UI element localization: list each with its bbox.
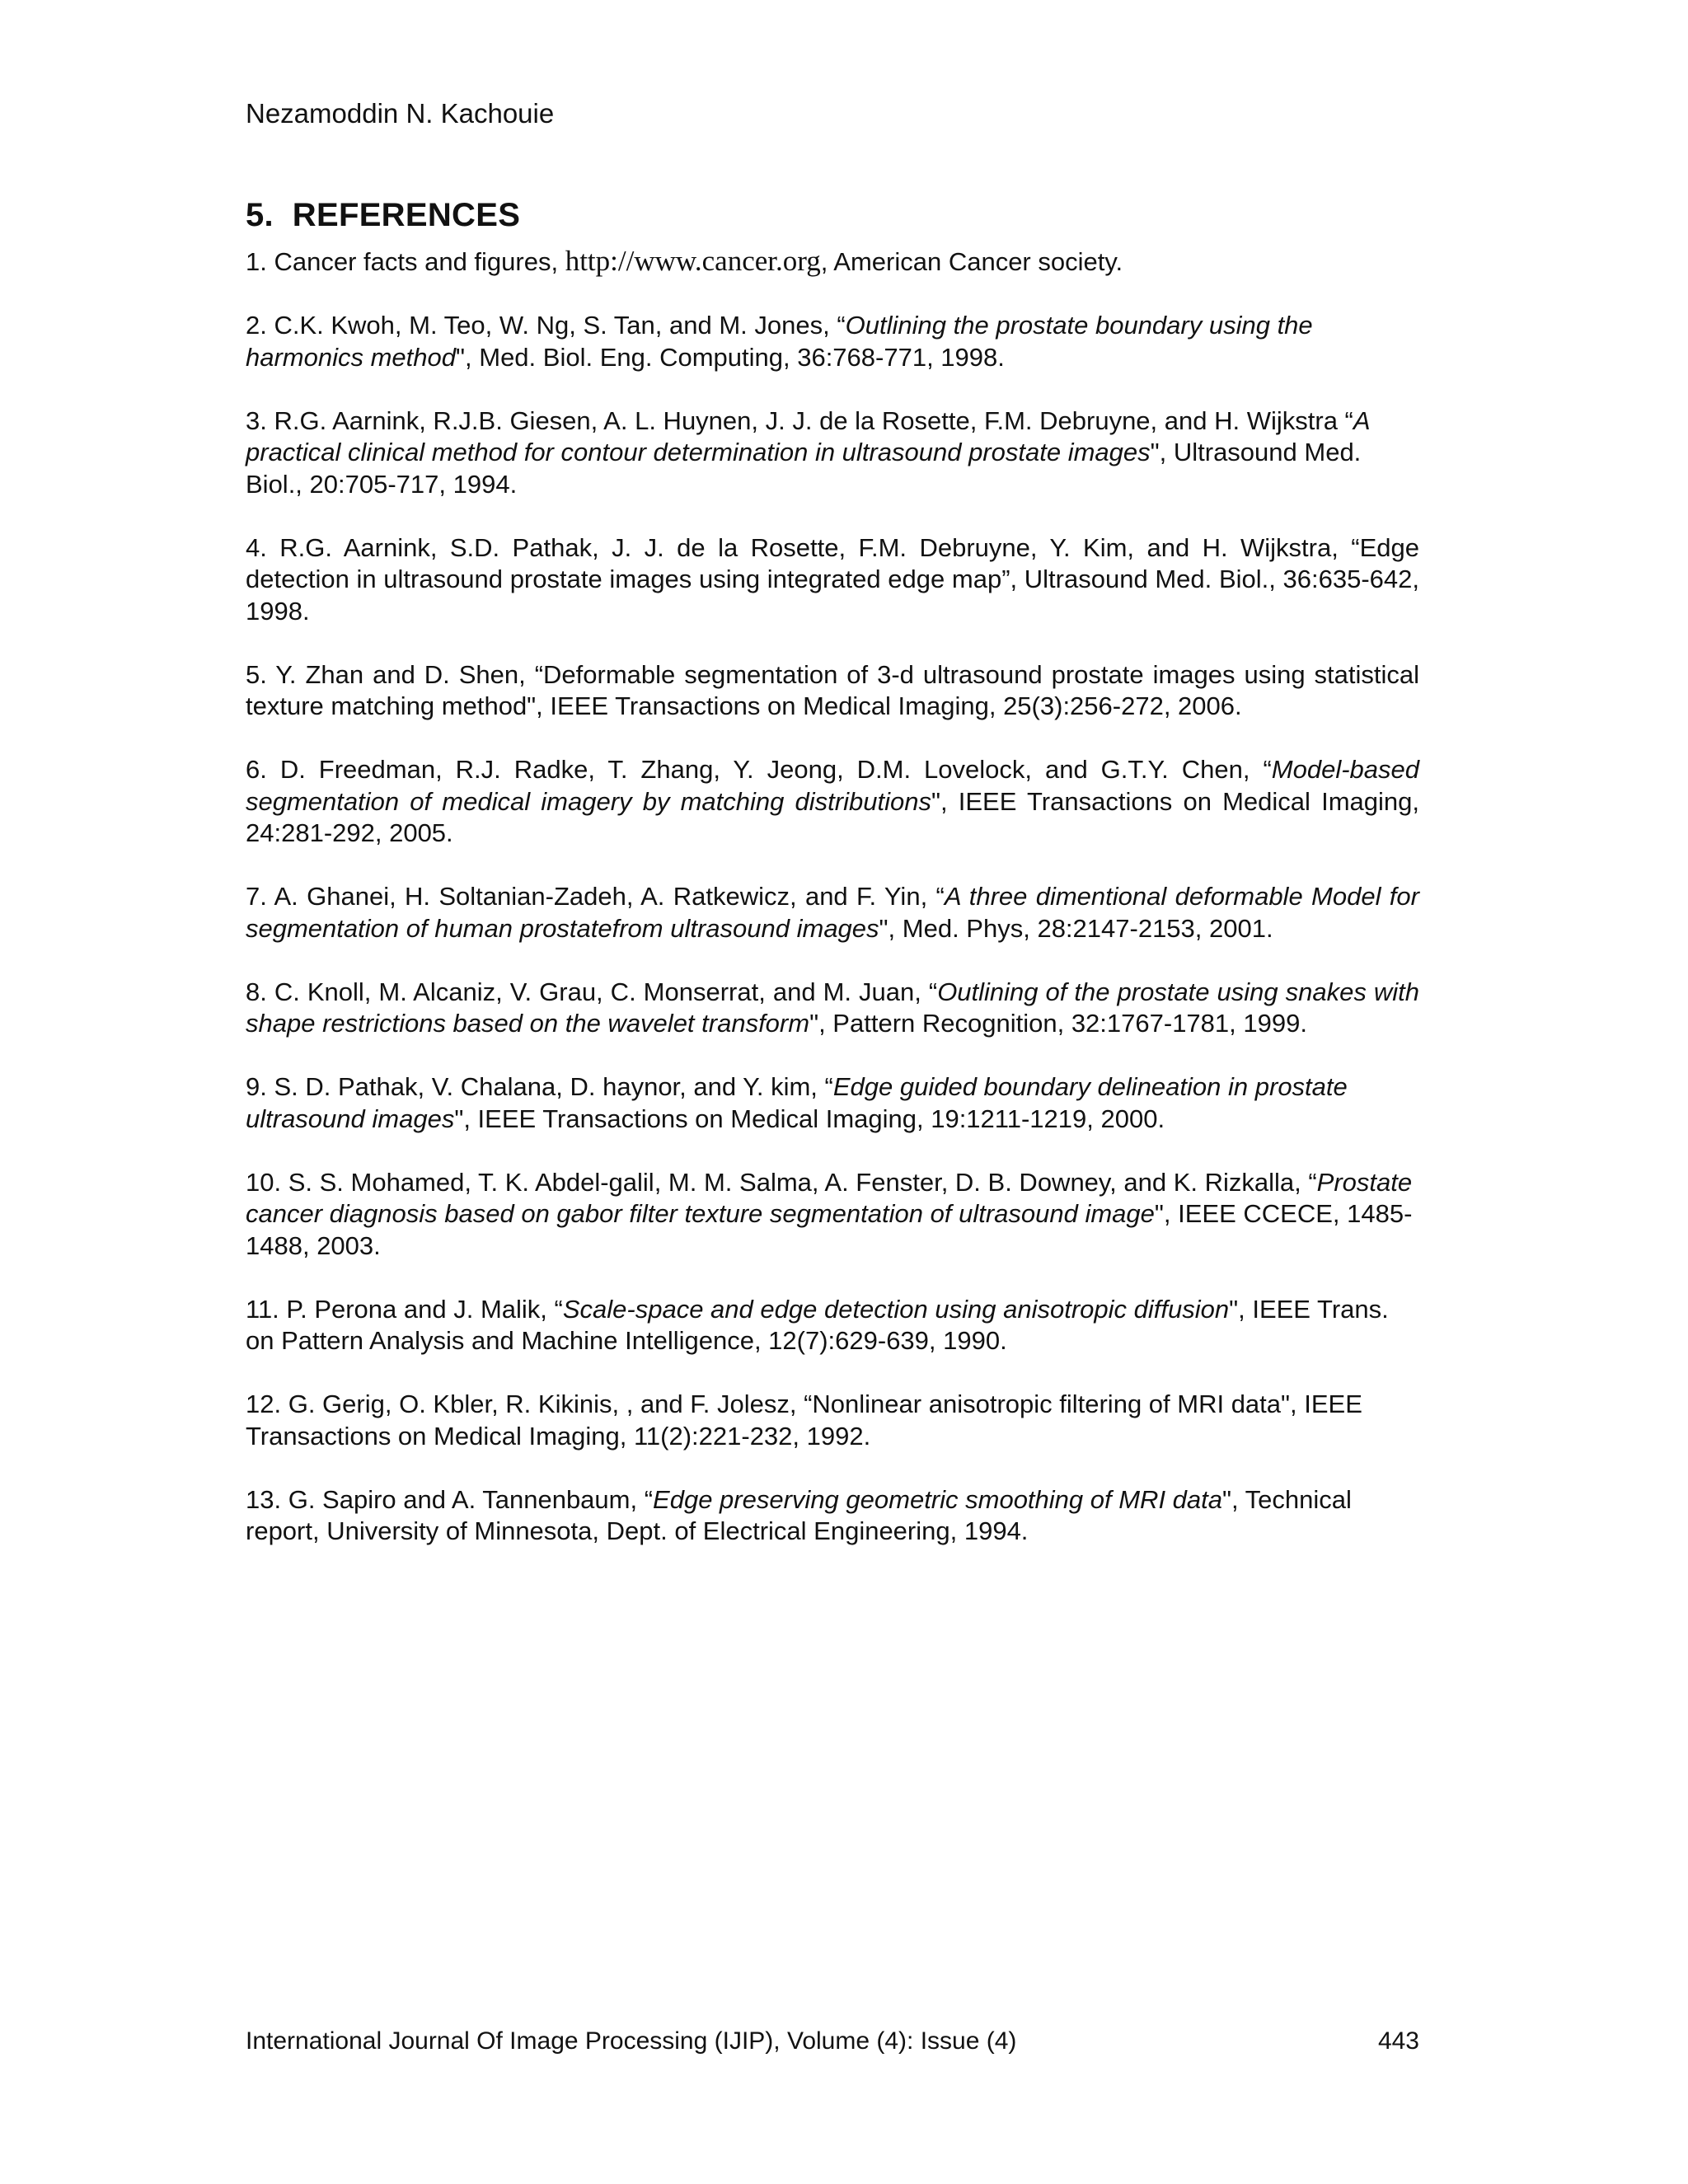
reference-text: 11. P. Perona and J. Malik, “ bbox=[246, 1294, 563, 1324]
reference-title: Model-based segmentation of medical imagery by matching distributions bbox=[246, 755, 1419, 816]
reference-list bbox=[246, 246, 1419, 1579]
reference-tail: ", Ultrasound Med. Biol., 20:705-717, 1994. bbox=[246, 438, 1362, 499]
reference-item-8 bbox=[246, 977, 1419, 1040]
reference-title: A practical clinical method for contour determination in ultrasound prostate images bbox=[246, 405, 1370, 466]
reference-title: Outlining of the prostate using snakes with shape restrictions based on the wavelet transform bbox=[246, 977, 1419, 1038]
reference-tail: ", Technical report, University of Minnesota, Dept. of Electrical Engineering, 1994. bbox=[246, 1484, 1352, 1545]
section-heading bbox=[246, 195, 520, 235]
reference-item-12 bbox=[246, 1389, 1419, 1452]
reference-text: 10. S. S. Mohamed, T. K. Abdel-galil, M. M. Salma, A. Fenster, D. B. Downey, and K. Rizkalla, “ bbox=[246, 1167, 1317, 1197]
reference-item-13 bbox=[246, 1484, 1419, 1548]
reference-item-6 bbox=[246, 754, 1419, 850]
reference-text: 4. R.G. Aarnink, S.D. Pathak, J. J. de la Rosette, F.M. Debruyne, Y. Kim, and H. Wijkstra, “Edge detection in ultrasound prostate images using integrated edge map”, Ultrasound Med. Biol., 36:635-642, 1998. bbox=[246, 532, 1419, 626]
reference-tail: ", Pattern Recognition, 32:1767-1781, 1999. bbox=[809, 1009, 1307, 1038]
reference-text: 2. C.K. Kwoh, M. Teo, W. Ng, S. Tan, and M. Jones, “ bbox=[246, 311, 846, 340]
reference-title: Edge preserving geometric smoothing of MRI data bbox=[653, 1484, 1223, 1514]
reference-item-11 bbox=[246, 1294, 1419, 1357]
reference-text: 3. R.G. Aarnink, R.J.B. Giesen, A. L. Huynen, J. J. de la Rosette, F.M. Debruyne, and H. Wijkstra “ bbox=[246, 405, 1353, 435]
reference-tail: ", Med. Phys, 28:2147-2153, 2001. bbox=[879, 913, 1273, 943]
reference-tail: , American Cancer society. bbox=[820, 247, 1123, 276]
reference-text: 1. Cancer facts and figures, bbox=[246, 247, 565, 276]
reference-text: 13. G. Sapiro and A. Tannenbaum, “ bbox=[246, 1484, 654, 1514]
reference-text: 8. C. Knoll, M. Alcaniz, V. Grau, C. Monserrat, and M. Juan, “ bbox=[246, 977, 938, 1006]
reference-item-3 bbox=[246, 405, 1419, 501]
reference-text: 7. A. Ghanei, H. Soltanian-Zadeh, A. Ratkewicz, and F. Yin, “ bbox=[246, 882, 945, 911]
reference-title: A three dimentional deformable Model for segmentation of human prostatefrom ultrasound images bbox=[246, 882, 1419, 943]
reference-item-10 bbox=[246, 1167, 1419, 1263]
reference-url: http://www.cancer.org bbox=[565, 245, 821, 277]
page-footer bbox=[246, 2026, 1419, 2057]
section-number: 5. bbox=[246, 197, 274, 233]
reference-tail: ", IEEE CCECE, 1485-1488, 2003. bbox=[246, 1199, 1413, 1260]
footer-journal: International Journal Of Image Processing (IJIP), Volume (4): Issue (4) bbox=[246, 2027, 1017, 2055]
reference-item-7 bbox=[246, 881, 1419, 944]
reference-item-9 bbox=[246, 1071, 1419, 1135]
reference-title: Prostate cancer diagnosis based on gabor filter texture segmentation of ultrasound image bbox=[246, 1167, 1413, 1228]
reference-item-4 bbox=[246, 532, 1419, 628]
reference-text: 6. D. Freedman, R.J. Radke, T. Zhang, Y. Jeong, D.M. Lovelock, and G.T.Y. Chen, “ bbox=[246, 755, 1272, 784]
reference-item-5 bbox=[246, 659, 1419, 723]
reference-title: Outlining the prostate boundary using the harmonics method bbox=[246, 311, 1313, 372]
reference-title: Scale-space and edge detection using anisotropic diffusion bbox=[562, 1294, 1230, 1324]
reference-tail: ", IEEE Transactions on Medical Imaging, 19:1211-1219, 2000. bbox=[454, 1104, 1165, 1133]
reference-tail: ", Med. Biol. Eng. Computing, 36:768-771, 1998. bbox=[456, 342, 1005, 372]
reference-text: 5. Y. Zhan and D. Shen, “Deformable segmentation of 3-d ultrasound prostate images using statistical texture matching method", IEEE Transactions on Medical Imaging, 25(3):256-272, 2006. bbox=[246, 659, 1419, 720]
reference-item-1 bbox=[246, 246, 1419, 279]
reference-tail: ", IEEE Transactions on Medical Imaging, 24:281-292, 2005. bbox=[246, 786, 1419, 847]
reference-title: Edge guided boundary delineation in prostate ultrasound images bbox=[246, 1072, 1348, 1133]
footer-page-number: 443 bbox=[1377, 2027, 1419, 2055]
reference-text: 12. G. Gerig, O. Kbler, R. Kikinis, , and F. Jolesz, “Nonlinear anisotropic filtering of MRI data", IEEE Transactions on Medical Imaging, 11(2):221-232, 1992. bbox=[246, 1390, 1362, 1451]
section-title: REFERENCES bbox=[292, 197, 521, 233]
reference-item-2 bbox=[246, 310, 1419, 373]
running-header-author: Nezamoddin N. Kachouie bbox=[246, 98, 555, 129]
reference-text: 9. S. D. Pathak, V. Chalana, D. haynor, and Y. kim, “ bbox=[246, 1072, 833, 1101]
reference-tail: ", IEEE Trans. on Pattern Analysis and Machine Intelligence, 12(7):629-639, 1990. bbox=[246, 1294, 1389, 1355]
